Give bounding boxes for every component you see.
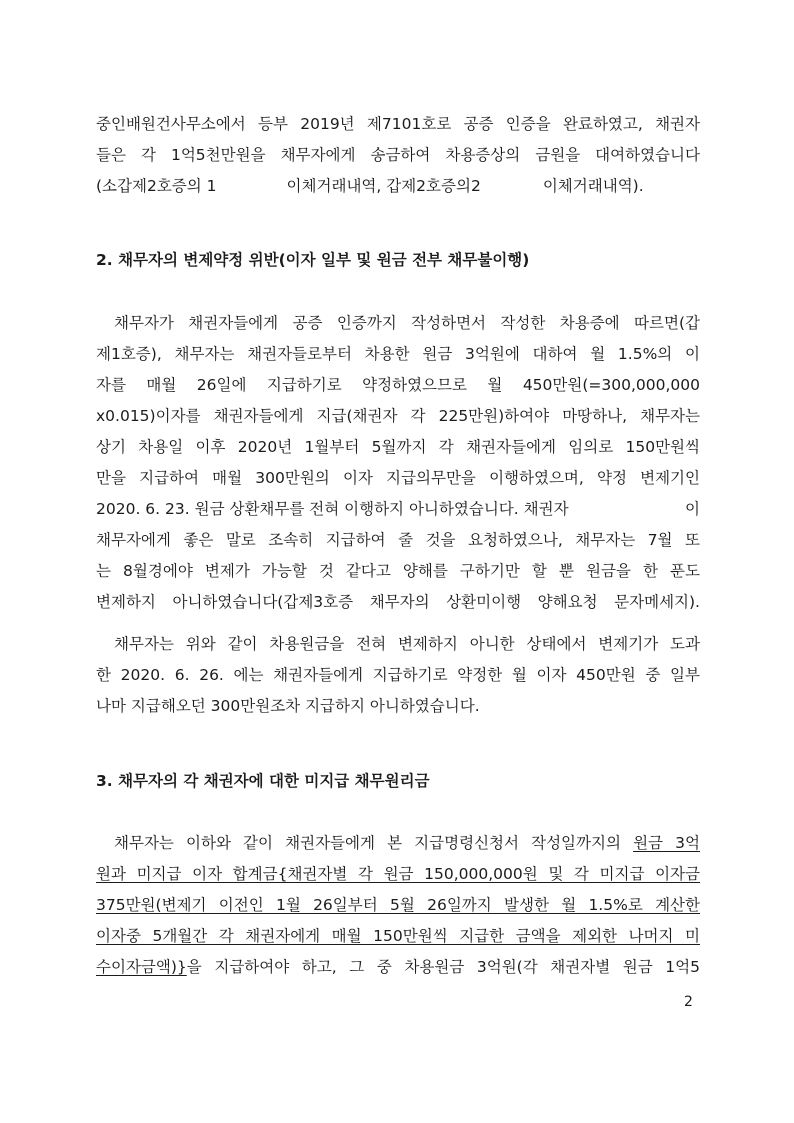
- page-number: 2: [684, 994, 693, 1010]
- section3-line-1: [114, 833, 700, 853]
- intro-line-1: 중인배원건사무소에서 등부 2019년 제7101호로 공증 인증을 완료하였고, 채권자: [96, 115, 700, 133]
- section-2-heading: 2. 채무자의 변제약정 위반(이자 일부 및 원금 전부 채무불이행): [96, 251, 530, 269]
- intro-line-3-part-c: 이체거래내역).: [542, 177, 644, 195]
- section3-line-2: 원과 미지급 이자 합계금{채권자별 각 원금 150,000,000원 및 각 미지급 이자금: [96, 865, 700, 883]
- para1-line: 는 8월경에야 변제가 가능할 것 같다고 양해를 구하기만 할 뿐 원금을 한 푼도: [96, 562, 700, 580]
- section-3-heading: 3. 채무자의 각 채권자에 대한 미지급 채무원리금: [96, 772, 430, 790]
- redaction-block: [481, 176, 543, 196]
- section3-line-1-text: 채무자는 이하와 같이 채권자들에게 본 지급명령신청서 작성일까지의: [114, 834, 634, 852]
- section3-line-4: 이자중 5개월간 각 채권자에게 매월 150만원씩 지급한 금액을 제외한 나머지 미: [96, 927, 700, 945]
- para1-line-7-tail: 이: [685, 500, 700, 518]
- intro-line-3-part-a: (소갑제2호증의 1: [96, 177, 217, 195]
- para1-line: x0.015)이자를 채권자들에게 지급(채권자 각 225만원)하여야 마땅하나, 채무자는: [96, 407, 700, 425]
- intro-line-3: [96, 176, 700, 196]
- para1-line: 자를 매월 26일에 지급하기로 약정하였으므로 월 450만원(=300,000,000: [96, 376, 700, 394]
- para2-line: 나마 지급해오던 300만원조차 지급하지 아니하였습니다.: [96, 697, 480, 715]
- section3-line-5-text: 을 지급하여야 하고, 그 중 차용원금 3억원(각 채권자별 원금 1억5: [186, 958, 700, 976]
- para1-line: 만을 지급하여 매월 300만원의 이자 지급의무만을 이행하였으며, 약정 변제기인: [96, 469, 700, 487]
- para2-line: 채무자는 위와 같이 차용원금을 전혀 변제하지 아니한 상태에서 변제기가 도과: [114, 635, 700, 653]
- para1-line: 채무자에게 좋은 말로 조속히 지급하여 줄 것을 요청하였으나, 채무자는 7월 또: [96, 531, 700, 549]
- section3-line-5-underlined: 수이자금액)}: [96, 958, 187, 976]
- intro-line-3-part-b: 이체거래내역, 갑제2호증의2: [286, 177, 481, 195]
- para1-line-7-text: 2020. 6. 23. 원금 상환채무를 전혀 이행하지 아니하였습니다. 채권자: [96, 500, 569, 518]
- section3-line-5: [96, 957, 700, 977]
- section3-line-3: 375만원(변제기 이전인 1월 26일부터 5월 26일까지 발생한 월 1.5%로 계산한: [96, 896, 700, 914]
- para1-line: 상기 차용일 이후 2020년 1월부터 5월까지 각 채권자들에게 임의로 150만원씩: [96, 438, 700, 456]
- para1-line: 변제하지 아니하였습니다(갑제3호증 채무자의 상환미이행 양해요청 문자메세지).: [96, 593, 700, 611]
- para2-line: 한 2020. 6. 26. 에는 채권자들에게 지급하기로 약정한 월 이자 450만원 중 일부: [96, 666, 700, 684]
- para1-line: 제1호증), 채무자는 채권자들로부터 차용한 원금 3억원에 대하여 월 1.5%의 이: [96, 345, 700, 363]
- section3-line-1-underlined: 원금 3억: [633, 834, 700, 852]
- para1-line-7: [96, 499, 700, 519]
- redaction-block: [217, 176, 287, 196]
- intro-line-2: 들은 각 1억5천만원을 채무자에게 송금하여 차용증상의 금원을 대여하였습니다: [96, 146, 700, 164]
- para1-line: 채무자가 채권자들에게 공증 인증까지 작성하면서 작성한 차용증에 따르면(갑: [114, 314, 700, 332]
